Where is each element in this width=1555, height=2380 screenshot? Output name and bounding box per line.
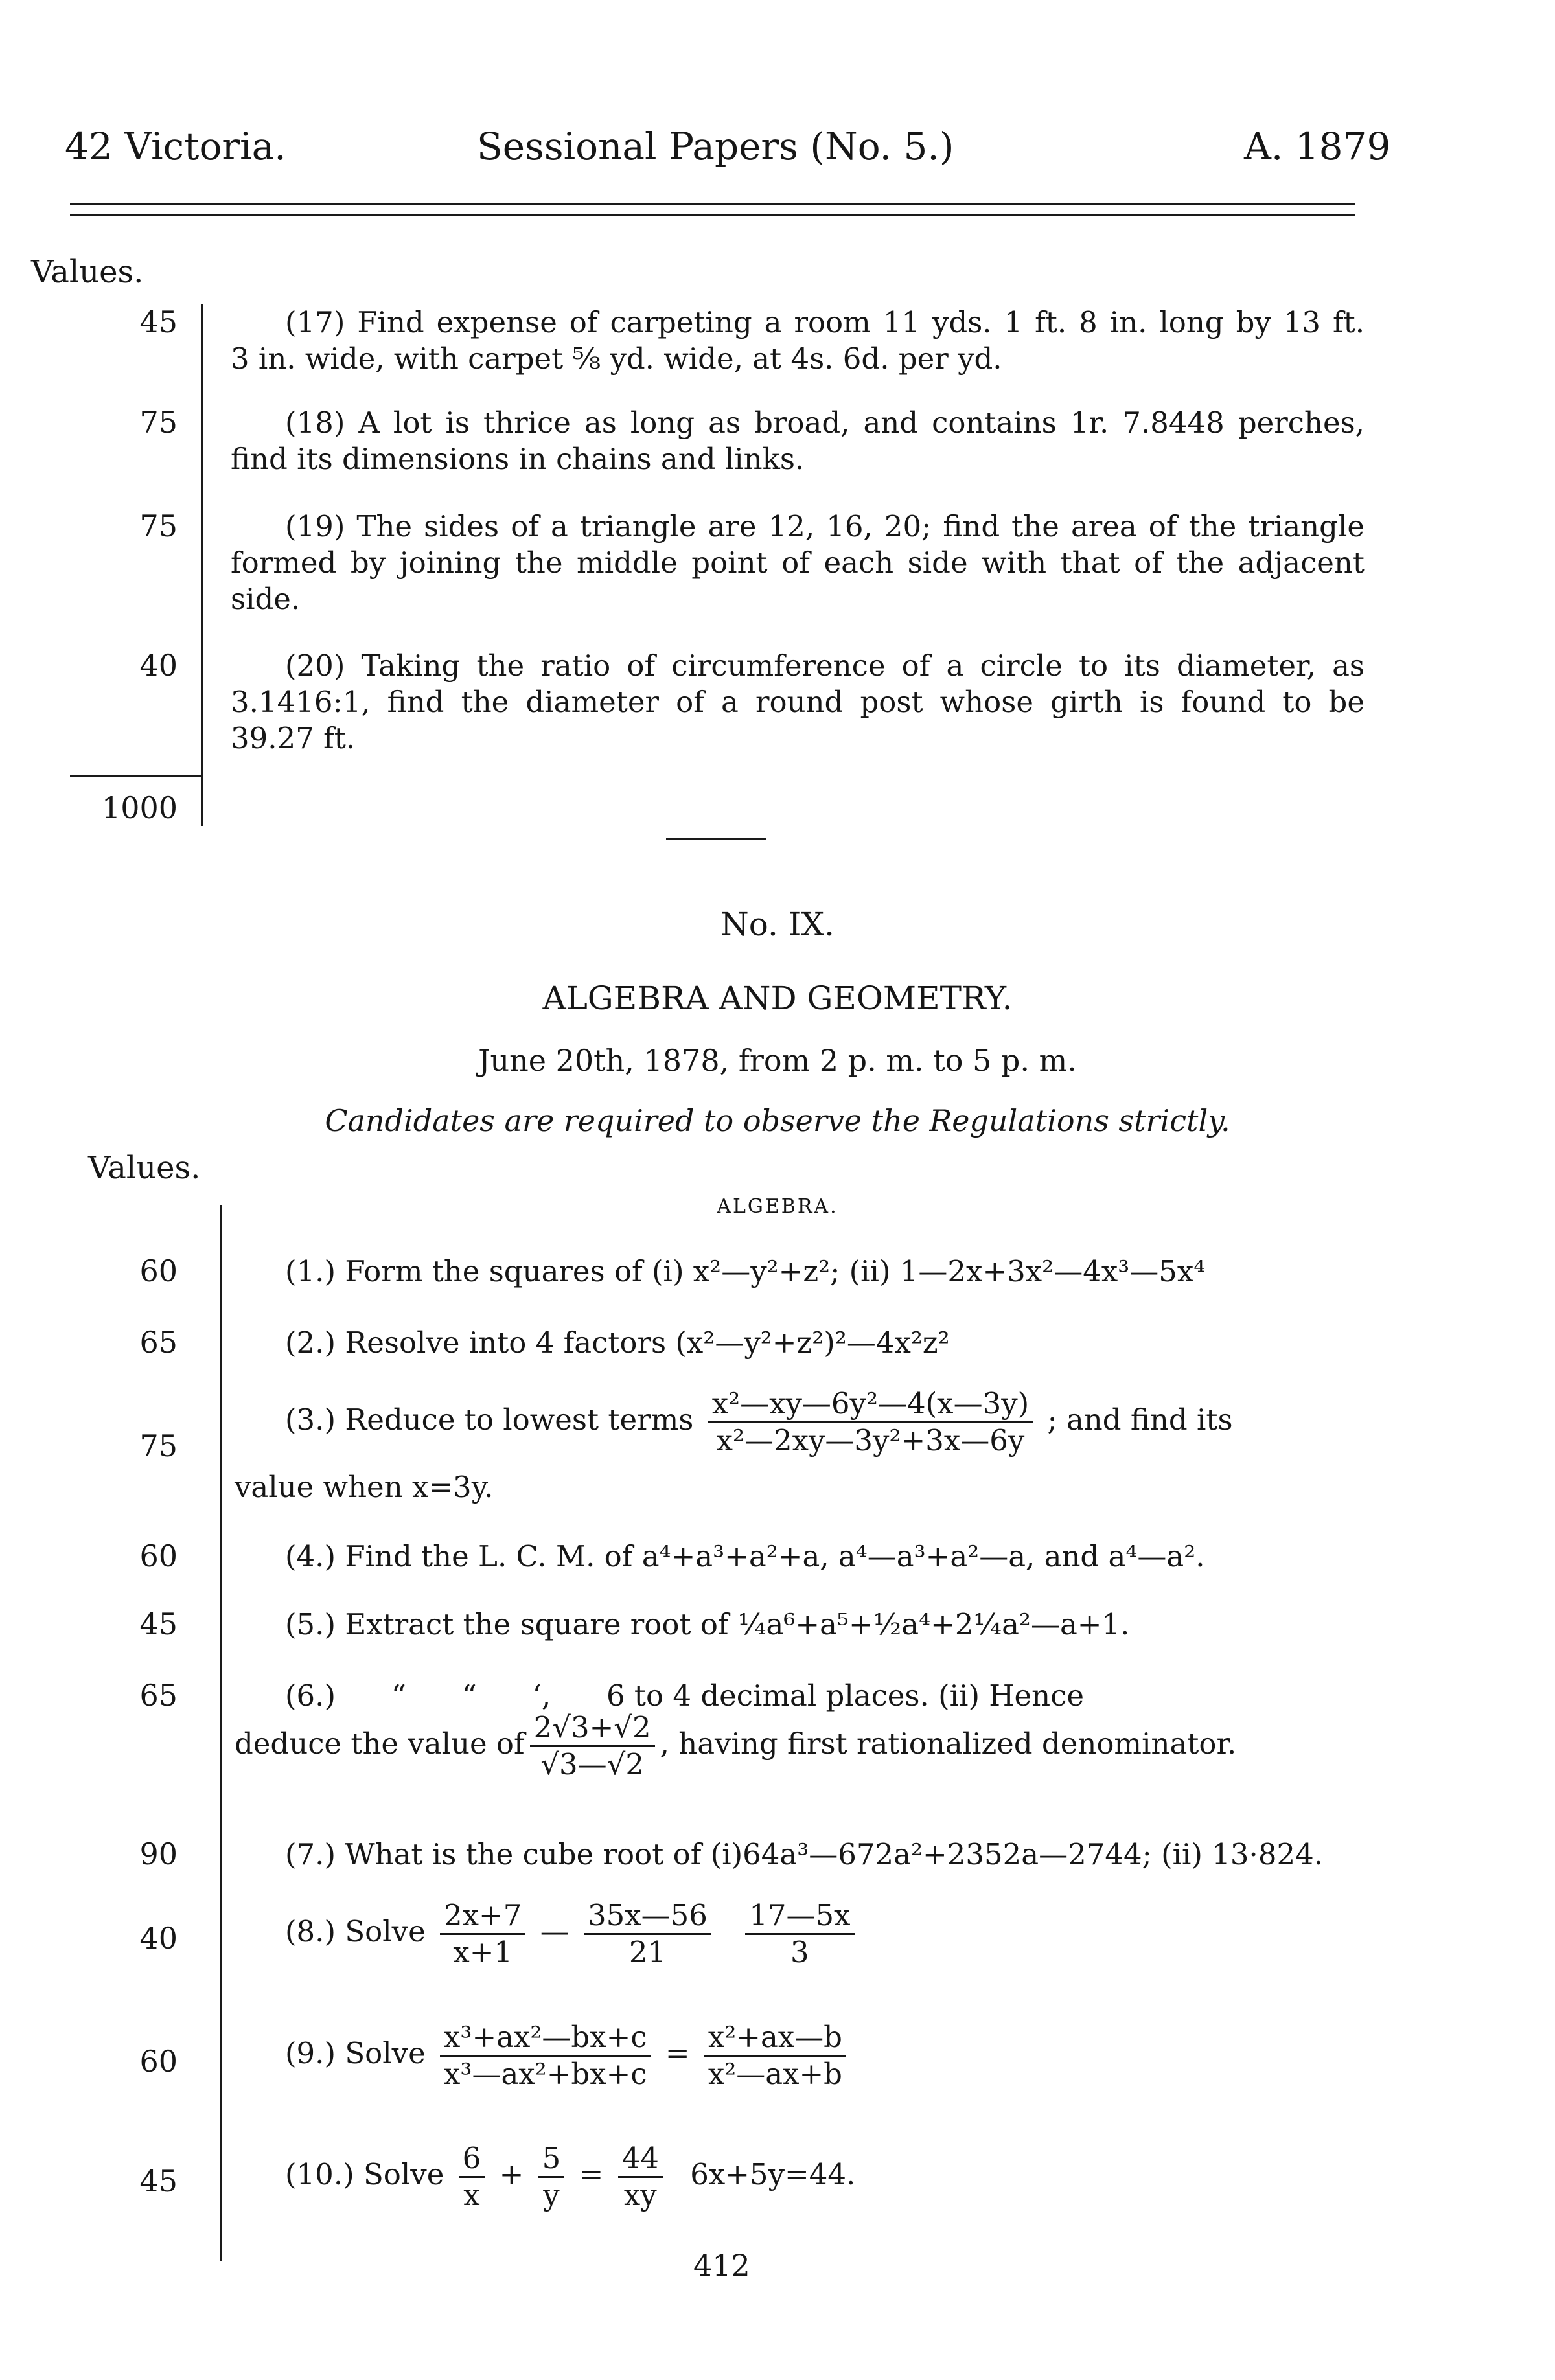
q8-fraction-2: $\frac{35x—56}{21}$ [584, 1898, 711, 1970]
question-4: (4.) Find the L. C. M. of a⁴+a³+a²+a, a⁴—a³+a²—a, and a⁴—a². [285, 1539, 1205, 1573]
value-q8: 40 [139, 1921, 178, 1956]
q10-fraction-3: $\frac{44}{xy}$ [618, 2141, 663, 2213]
values-label-2: Values. [88, 1150, 201, 1186]
question-20: (20) Taking the ratio of circumference of a circle to its diameter, as 3.1416:1, find the diameter of a round post whose girth is found to be 39.27 ft. [231, 648, 1365, 755]
value-q20: 40 [139, 648, 178, 683]
algebra-subheading: ALGEBRA. [717, 1195, 838, 1218]
question-18: (18) A lot is thrice as long as broad, and contains 1r. 7.8448 perches, find its dimensions in chains and links. [231, 406, 1365, 476]
value-q9: 60 [139, 2044, 178, 2079]
value-q10: 45 [139, 2164, 178, 2199]
question-2: (2.) Resolve into 4 factors (x²—y²+z²)²—4x²z² [285, 1325, 950, 1360]
question-3: (3.) Reduce to lowest terms $\frac{\text{x²—xy—6y²—4(x—3y)}}{\text{x²—2xy—3y²+3x—6y}}$ ; and find its [285, 1386, 1233, 1458]
question-1: (1.) Form the squares of (i) x²—y²+z²; (ii) 1—2x+3x²—4x³—5x⁴ [285, 1254, 1206, 1288]
q8-fraction-3: $\frac{17—5x}{3}$ [745, 1898, 854, 1970]
total-rule [70, 775, 202, 777]
header-left: 42 Victoria. [65, 124, 286, 168]
question-17: (17) Find expense of carpeting a room 11 yds. 1 ft. 8 in. long by 13 ft. 3 in. wide, with carpet ⅝ yd. wide, at 4s. 6d. per yd. [231, 305, 1365, 376]
question-6: (6.) “ “ ‘, 6 to 4 decimal places. (ii) Hence [285, 1678, 1084, 1713]
value-q7: 90 [139, 1836, 178, 1871]
exam-number: No. IX. [720, 906, 835, 943]
section-divider [666, 838, 766, 840]
question-9: (9.) Solve $\frac{\text{x³+ax²—bx+c}}{\text{x³—ax²+bx+c}}$ = $\frac{\text{x²+ax—b}}{\text{x²—ax+b}}$ [285, 2020, 1127, 2092]
values-column-rule-1 [201, 304, 203, 826]
question-7: (7.) What is the cube root of (i)64a³—672a²+2352a—2744; (ii) 13·824. [285, 1837, 1324, 1871]
value-q18: 75 [139, 405, 178, 440]
question-19: (19) The sides of a triangle are 12, 16, 20; find the area of the triangle formed by joining the middle point of each side with that of the adjacent side. [231, 509, 1365, 616]
header-right: A. 1879 [1244, 124, 1391, 168]
q9-fraction-2: $\frac{\text{x²+ax—b}}{\text{x²—ax+b}}$ [704, 2020, 846, 2092]
header-rule-bottom [70, 214, 1355, 216]
question-8: (8.) Solve $\frac{2x+7}{x+1}$ — $\frac{35x—56}{21}$ $\frac{17—5x}{3}$ [285, 1898, 1127, 1970]
values-total: 1000 [101, 790, 178, 825]
exam-instruction: Candidates are required to observe the Regulations strictly. [325, 1103, 1230, 1138]
header-rule-top [70, 203, 1355, 205]
value-q2: 65 [139, 1325, 178, 1360]
exam-title: ALGEBRA AND GEOMETRY. [542, 979, 1013, 1017]
value-q5: 45 [139, 1607, 178, 1642]
page-number: 412 [693, 2248, 750, 2283]
q6-fraction: $\frac{2√3+√2}{√3—√2}$ [530, 1710, 655, 1782]
question-5: (5.) Extract the square root of ¼a⁶+a⁵+½a⁴+2¼a²—a+1. [285, 1607, 1130, 1642]
q8-fraction-1: $\frac{2x+7}{x+1}$ [440, 1898, 525, 1970]
values-label-1: Values. [31, 254, 144, 290]
value-q3: 75 [139, 1428, 178, 1463]
q9-fraction-1: $\frac{\text{x³+ax²—bx+c}}{\text{x³—ax²+bx+c}}$ [440, 2020, 651, 2092]
question-3-line2: value when x=3y. [235, 1470, 494, 1504]
value-q19: 75 [139, 509, 178, 544]
value-q4: 60 [139, 1539, 178, 1573]
question-6-line2: deduce the value of $\frac{2√3+√2}{√3—√2}$ , having first rationalized denominator. [235, 1710, 1237, 1781]
value-q1: 60 [139, 1253, 178, 1288]
value-q6: 65 [139, 1678, 178, 1713]
value-q17: 45 [139, 304, 178, 339]
q3-fraction: $\frac{\text{x²—xy—6y²—4(x—3y)}}{\text{x²—2xy—3y²+3x—6y}}$ [708, 1386, 1033, 1458]
header-center: Sessional Papers (No. 5.) [477, 124, 954, 168]
exam-date: June 20th, 1878, from 2 p. m. to 5 p. m. [478, 1043, 1077, 1078]
values-column-rule-2 [220, 1205, 222, 2261]
q10-fraction-2: $\frac{5}{y}$ [538, 2141, 565, 2213]
question-10: (10.) Solve $\frac{6}{x}$ + $\frac{5}{y}$ = $\frac{44}{xy}$ 6x+5y=44. [285, 2141, 856, 2212]
q10-fraction-1: $\frac{6}{x}$ [459, 2141, 485, 2213]
